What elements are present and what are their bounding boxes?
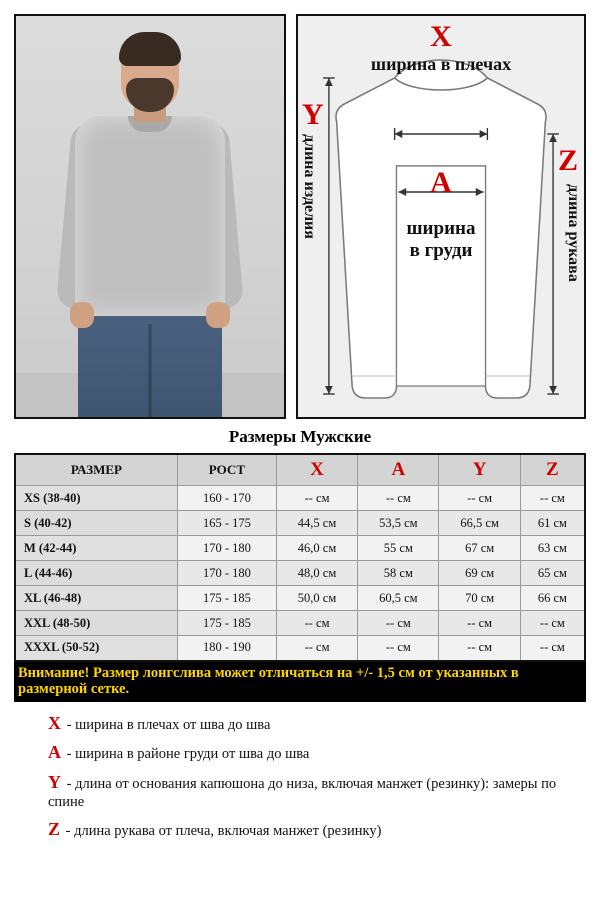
legend-item-a: [48, 741, 586, 764]
legend-letter-z: Z: [48, 819, 61, 840]
hair-shape: [119, 32, 181, 66]
y-letter-label: Y: [302, 98, 324, 131]
a-text-label-2: в груди: [409, 240, 473, 261]
legend-text-x: - ширина в плечах от шва до шва: [66, 716, 271, 733]
cell-size: XL (46-48): [15, 586, 177, 611]
cell-x: 44,5 см: [276, 511, 357, 536]
legend-letter-x: X: [48, 712, 61, 733]
cell-height: 175 - 185: [177, 611, 276, 636]
hand-left-shape: [70, 302, 94, 328]
cell-y: -- см: [439, 636, 520, 661]
cell-size: XS (38-40): [15, 486, 177, 511]
table-row: [15, 636, 585, 661]
cell-y: 67 см: [439, 536, 520, 561]
cell-x: -- см: [276, 611, 357, 636]
legend-text-a: - ширина в районе груди от шва до шва: [66, 746, 310, 763]
model-illustration: [16, 16, 284, 417]
cell-x: 50,0 см: [276, 586, 357, 611]
cell-a: -- см: [358, 636, 439, 661]
top-panels: [14, 14, 586, 419]
x-letter-label: X: [430, 20, 452, 53]
cell-x: 46,0 см: [276, 536, 357, 561]
z-text-label: длина рукава: [565, 184, 582, 282]
cell-y: 70 см: [439, 586, 520, 611]
a-letter-label: A: [430, 166, 452, 199]
cell-size: L (44-46): [15, 561, 177, 586]
legend-text-z: - длина рукава от плеча, включая манжет (резинку): [65, 823, 382, 840]
cell-z: 61 см: [520, 511, 585, 536]
cell-z: 65 см: [520, 561, 585, 586]
cell-height: 160 - 170: [177, 486, 276, 511]
cell-z: -- см: [520, 636, 585, 661]
cell-a: 53,5 см: [358, 511, 439, 536]
size-table-head: [15, 454, 585, 486]
product-photo: [14, 14, 286, 419]
cell-a: 55 см: [358, 536, 439, 561]
cell-y: 69 см: [439, 561, 520, 586]
cell-x: 48,0 см: [276, 561, 357, 586]
table-header-row: [15, 454, 585, 486]
column-header-height: РОСТ: [177, 454, 276, 486]
cell-height: 165 - 175: [177, 511, 276, 536]
column-header-y: Y: [439, 454, 520, 486]
legend-text-y: - длина от основания капюшона до низа, включая манжет (резинку): замеры по спине: [48, 775, 557, 811]
legend-letter-a: A: [48, 742, 61, 763]
cell-height: 170 - 180: [177, 561, 276, 586]
cell-height: 175 - 185: [177, 586, 276, 611]
cell-height: 170 - 180: [177, 536, 276, 561]
cell-x: -- см: [276, 636, 357, 661]
column-header-size: РАЗМЕР: [15, 454, 177, 486]
cell-size: M (42-44): [15, 536, 177, 561]
legend-list: [48, 712, 586, 841]
table-title: Размеры Мужские: [228, 427, 372, 446]
table-row: [15, 511, 585, 536]
legend-letter-y: Y: [48, 771, 61, 792]
z-letter-label: Z: [557, 144, 578, 177]
cell-height: 180 - 190: [177, 636, 276, 661]
cell-size: XXL (48-50): [15, 611, 177, 636]
table-row: [15, 586, 585, 611]
cell-z: -- см: [520, 611, 585, 636]
table-row: [15, 486, 585, 511]
cell-a: -- см: [358, 611, 439, 636]
cell-z: -- см: [520, 486, 585, 511]
table-row: [15, 611, 585, 636]
cell-y: 66,5 см: [439, 511, 520, 536]
legend-item-z: [48, 818, 586, 841]
cell-size: S (40-42): [15, 511, 177, 536]
size-table-body: [15, 486, 585, 661]
warning-banner: Внимание! Размер лонгслива может отличаться на +/- 1,5 см от указанных в размерной сетке.: [14, 662, 586, 702]
cell-size: XXXL (50-52): [15, 636, 177, 661]
table-row: [15, 536, 585, 561]
a-text-label-1: ширина: [406, 218, 476, 239]
cell-x: -- см: [276, 486, 357, 511]
cell-a: -- см: [358, 486, 439, 511]
longsleeve-shape: [75, 116, 225, 316]
jeans-shape: [78, 306, 222, 419]
x-text-label: ширина в плечах: [370, 54, 512, 74]
cell-z: 66 см: [520, 586, 585, 611]
legend-item-y: [48, 771, 586, 812]
legend-item-x: [48, 712, 586, 735]
cell-y: -- см: [439, 611, 520, 636]
cell-a: 58 см: [358, 561, 439, 586]
column-header-z: Z: [520, 454, 585, 486]
cell-z: 63 см: [520, 536, 585, 561]
column-header-x: X: [276, 454, 357, 486]
table-row: [15, 561, 585, 586]
hand-right-shape: [206, 302, 230, 328]
size-table: [14, 453, 586, 662]
y-text-label: длина изделия: [301, 134, 318, 239]
cell-a: 60,5 см: [358, 586, 439, 611]
measurement-diagram: [296, 14, 586, 419]
column-header-a: A: [358, 454, 439, 486]
cell-y: -- см: [439, 486, 520, 511]
